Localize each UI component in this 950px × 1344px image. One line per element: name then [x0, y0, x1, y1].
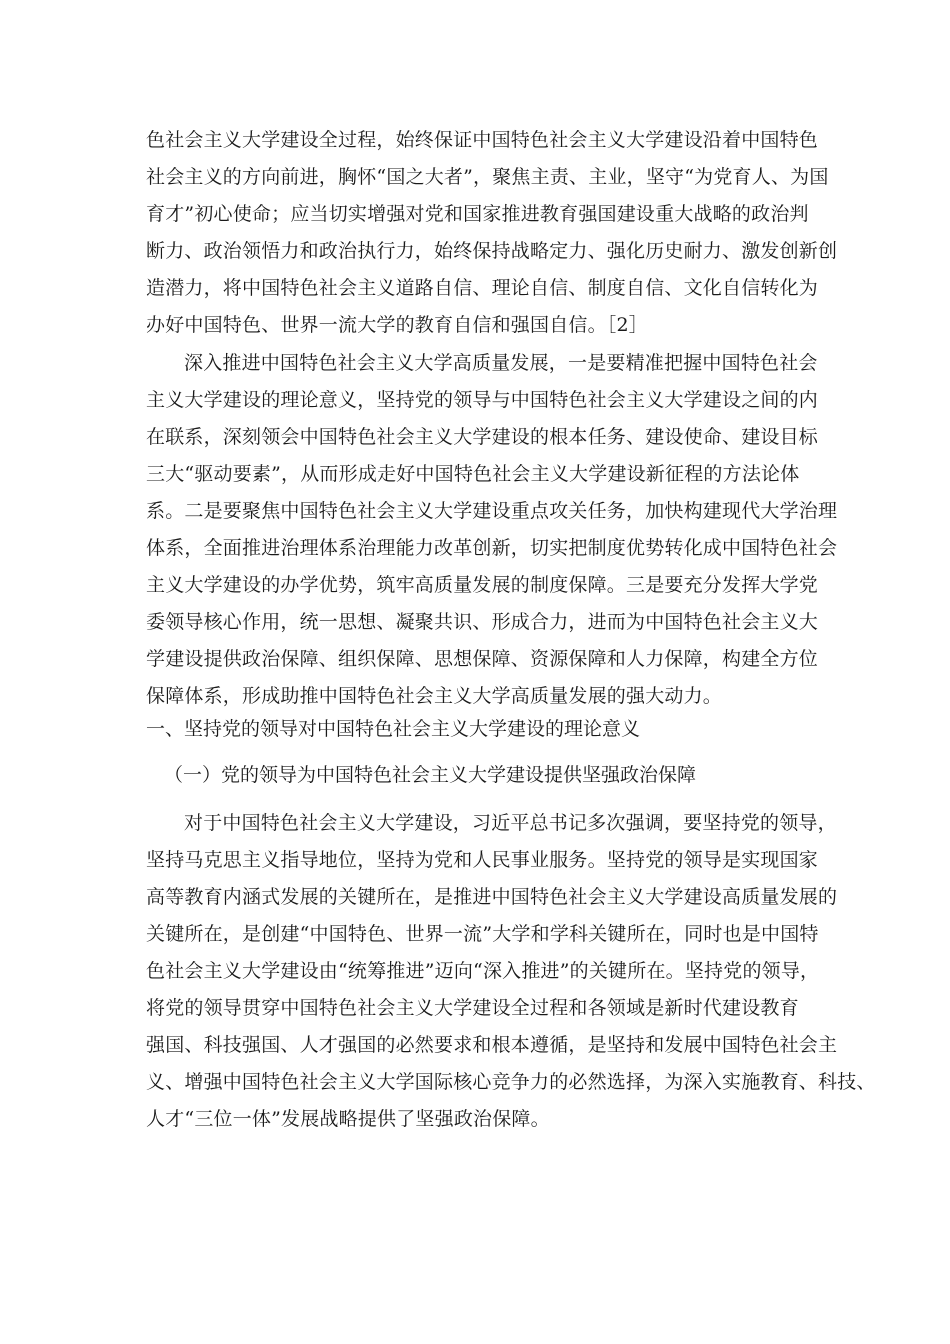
paragraph-line: 委领导核心作用，统一思想、凝聚共识、形成合力，进而为中国特色社会主义大 — [146, 611, 819, 633]
paragraph-line: 断力、政治领悟力和政治执行力，始终保持战略定力、强化历史耐力、激发创新创 — [146, 240, 838, 262]
subsection-heading-text: （一）党的领导为中国特色社会主义大学建设提供坚强政治保障 — [164, 764, 697, 786]
paragraph-line: 关键所在，是创建“中国特色、世界一流”大学和学科关键所在，同时也是中国特 — [146, 923, 819, 945]
paragraph-line: 对于中国特色社会主义大学建设，习近平总书记多次强调，要坚持党的领导， — [184, 812, 837, 834]
paragraph-line: 社会主义的方向前进，胸怀“国之大者”，聚焦主责、主业，坚守“为党育人、为国 — [146, 166, 829, 188]
subsection-heading — [164, 757, 854, 794]
paragraph-1 — [146, 122, 836, 344]
paragraph-line: 高等教育内涵式发展的关键所在，是推进中国特色社会主义大学建设高质量发展的 — [146, 886, 838, 908]
paragraph-line: 坚持马克思主义指导地位，坚持为党和人民事业服务。坚持党的领导是实现国家 — [146, 849, 819, 871]
paragraph-line: 造潜力，将中国特色社会主义道路自信、理论自信、制度自信、文化自信转化为 — [146, 277, 819, 299]
paragraph-line: 办好中国特色、世界一流大学的教育自信和强国自信。［2］ — [146, 314, 648, 336]
paragraph-line: 主义大学建设的办学优势，筑牢高质量发展的制度保障。三是要充分发挥大学党 — [146, 574, 819, 596]
section-heading — [146, 711, 836, 748]
section-heading-text: 一、坚持党的领导对中国特色社会主义大学建设的理论意义 — [146, 718, 641, 740]
paragraph-line: 色社会主义大学建设由“统筹推进”迈向“深入推进”的关键所在。坚持党的领导， — [146, 960, 820, 982]
paragraph-line: 义、增强中国特色社会主义大学国际核心竞争力的必然选择，为深入实施教育、科技、 — [146, 1071, 876, 1093]
paragraph-line: 强国、科技强国、人才强国的必然要求和根本遵循，是坚持和发展中国特色社会主 — [146, 1034, 838, 1056]
paragraph-line: 深入推进中国特色社会主义大学高质量发展，一是要精准把握中国特色社会 — [184, 352, 818, 374]
paragraph-line: 将党的领导贯穿中国特色社会主义大学建设全过程和各领域是新时代建设教育 — [146, 997, 799, 1019]
paragraph-line: 学建设提供政治保障、组织保障、思想保障、资源保障和人力保障，构建全方位 — [146, 648, 819, 670]
paragraph-line: 三大“驱动要素”，从而形成走好中国特色社会主义大学建设新征程的方法论体 — [146, 463, 800, 485]
paragraph-line: 主义大学建设的理论意义，坚持党的领导与中国特色社会主义大学建设之间的内 — [146, 389, 819, 411]
paragraph-line: 系。二是要聚焦中国特色社会主义大学建设重点攻关任务，加快构建现代大学治理 — [146, 500, 838, 522]
paragraph-line: 体系，全面推进治理体系治理能力改革创新，切实把制度优势转化成中国特色社会 — [146, 537, 838, 559]
paragraph-3 — [146, 805, 876, 1138]
paragraph-line: 在联系，深刻领会中国特色社会主义大学建设的根本任务、建设使命、建设目标 — [146, 426, 819, 448]
paragraph-line: 保障体系，形成助推中国特色社会主义大学高质量发展的强大动力。 — [146, 685, 723, 707]
paragraph-line: 色社会主义大学建设全过程，始终保证中国特色社会主义大学建设沿着中国特色 — [146, 129, 819, 151]
paragraph-line: 育才”初心使命；应当切实增强对党和国家推进教育强国建设重大战略的政治判 — [146, 203, 809, 225]
paragraph-2 — [146, 345, 836, 715]
paragraph-line: 人才“三位一体”发展战略提供了坚强政治保障。 — [146, 1108, 550, 1130]
